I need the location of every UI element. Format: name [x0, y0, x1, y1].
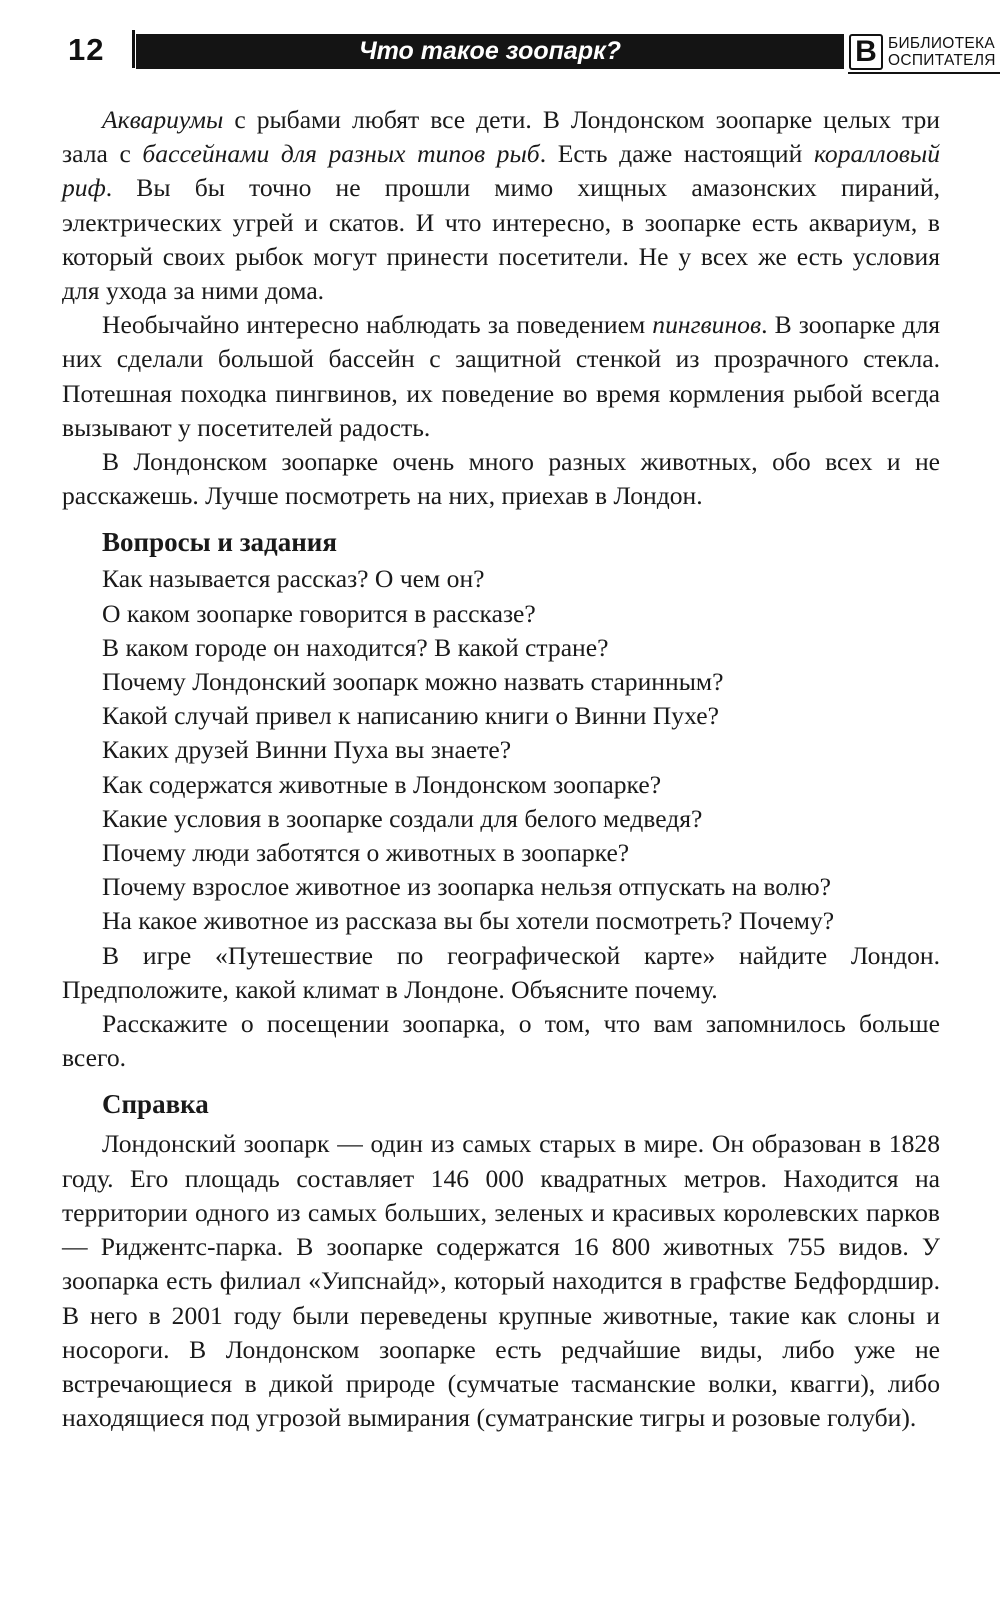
paragraph-aquariums: Аквариумы с рыбами любят все дети. В Лондонском зоопарке целых три зала с бассейнами для разных типов рыб. Есть даже настоящий коралловый риф. Вы бы точно не прошли мимо хищных амазонских пираний, электрических угрей и скатов. И что интересно, в зоопарке есть аквариум, в который своих рыбок могут принести посетители. Не у всех же есть условия для ухода за ними дома.	[62, 105, 940, 306]
question-item: Почему взрослое животное из зоопарка нельзя отпускать на волю?	[102, 872, 831, 902]
question-item: Какие условия в зоопарке создали для белого медведя?	[102, 803, 703, 833]
task-retell: Расскажите о посещении зоопарка, о том, что вам запомнилось больше всего.	[62, 1009, 940, 1073]
series-underline	[848, 72, 1000, 74]
term-coral-reef: коралловый риф	[62, 139, 940, 203]
series-name	[888, 35, 996, 69]
series-logo-icon: В	[849, 34, 883, 70]
series-name-line2: ОСПИТАТЕЛЯ	[888, 52, 996, 69]
reference-text: Лондонский зоопарк — один из самых старых в мире. Он образован в 1828 году. Его площадь составляет 146 000 квадратных метров. Находится на территории одного из самых больших, зеленых и красивых королевских парков — Риджентс-парка. В зоопарке содержатся 16 800 животных 755 видов. У зоопарка есть филиал «Уипснайд», который находится в графстве Бедфордшир. В него в 2001 году были переведены крупные животные, такие как слоны и носороги. В Лондонском зоопарке есть редчайшие виды, либо уже не встречающиеся в дикой природе (сумчатые тасманские волки, квагги), либо находящиеся под угрозой вымирания (суматранские тигры и розовые голуби).	[62, 1129, 940, 1433]
page-header	[62, 30, 996, 76]
paragraph-closing: В Лондонском зоопарке очень много разных животных, обо всех и не расскажешь. Лучше посмотреть на них, приехав в Лондон.	[62, 447, 940, 511]
page-body	[62, 103, 940, 1435]
question-item: О каком зоопарке говорится в рассказе?	[102, 598, 536, 628]
questions-heading: Вопросы и задания	[102, 527, 337, 558]
question-item: Как содержатся животные в Лондонском зоопарке?	[102, 769, 662, 799]
question-item: Каких друзей Винни Пуха вы знаете?	[102, 735, 512, 765]
question-item: Почему люди заботятся о животных в зоопарке?	[102, 838, 630, 868]
question-item: На какое животное из рассказа вы бы хотели посмотреть? Почему?	[102, 906, 835, 936]
running-title: Что такое зоопарк?	[136, 34, 844, 69]
page-number: 12	[68, 32, 105, 67]
series-name-line1: БИБЛИОТЕКА	[888, 35, 996, 52]
term-aquariums: Аквариумы	[102, 105, 224, 134]
question-item: В каком городе он находится? В какой стране?	[102, 632, 609, 662]
reference-heading: Справка	[102, 1089, 209, 1120]
header-divider	[132, 30, 135, 68]
question-item: Какой случай привел к написанию книги о Винни Пухе?	[102, 701, 719, 731]
question-item: Почему Лондонский зоопарк можно назвать старинным?	[102, 667, 724, 697]
term-pools: бассейнами для разных типов рыб	[142, 139, 540, 169]
question-item: Как называется рассказ? О чем он?	[102, 564, 485, 594]
paragraph-penguins: Необычайно интересно наблюдать за поведением пингвинов. В зоопарке для них сделали большой бассейн с защитной стенкой из прозрачного стекла. Потешная походка пингвинов, их поведение во время кормления рыбой всегда вызывают у посетителей радость.	[62, 310, 941, 442]
task-map: В игре «Путешествие по географической карте» найдите Лондон. Предположите, какой климат в Лондоне. Объясните почему.	[62, 940, 940, 1004]
term-penguins: пингвинов	[652, 310, 762, 340]
